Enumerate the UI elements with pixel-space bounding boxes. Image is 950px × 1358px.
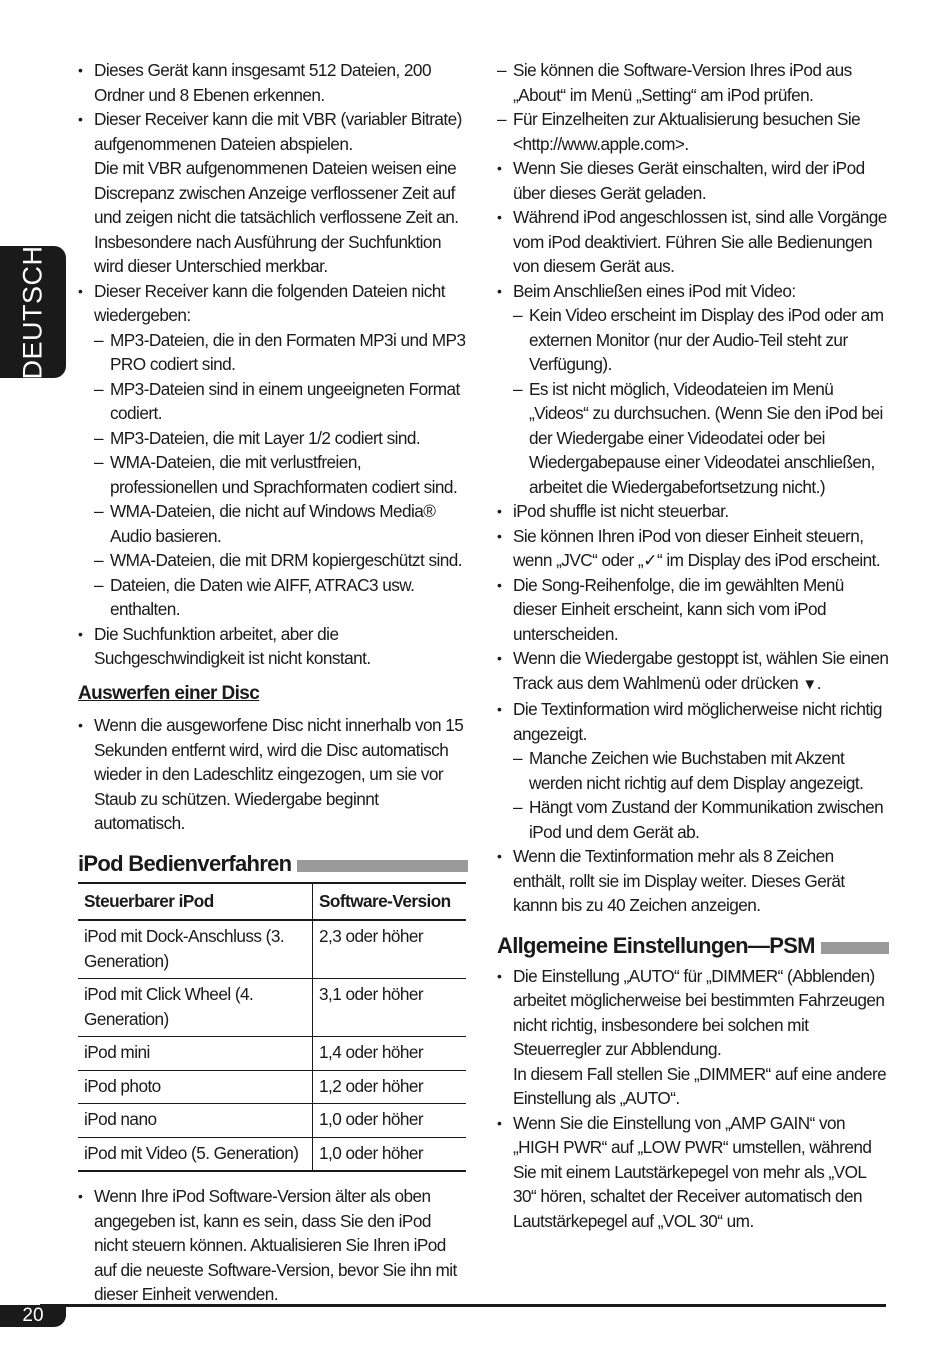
down-triangle-icon: ▼ — [802, 675, 817, 693]
list-item: – WMA-Dateien, die mit DRM kopiergeschützt sind. — [94, 548, 468, 573]
table-row — [78, 1104, 466, 1138]
table-cell: 1,0 oder höher — [313, 1137, 467, 1171]
list-item: – WMA-Dateien, die nicht auf Windows Media® Audio basieren. — [94, 499, 468, 548]
list-item: – Für Einzelheiten zur Aktualisierung besuchen Sie <http://www.apple.com>. — [497, 107, 889, 156]
list-item: • Beim Anschließen eines iPod mit Video: – Kein Video erscheint im Display des iPod oder am externen Monitor (nur der Audio-Teil steht zur Verfügung). – Es ist nicht möglich, Videodateien im Menü „Videos“ zu durchsuchen. (Wenn Sie den iPod bei der Wiedergabe einer Videodatei oder bei Wiedergabepause einer Videodatei anschließen, arbeitet die Wiedergabefortsetzung nicht.) — [497, 279, 889, 500]
table-header: Software-Version — [313, 883, 467, 921]
eject-heading: Auswerfen einer Disc — [78, 682, 260, 704]
video-dash-list — [513, 303, 889, 499]
table-cell: 1,0 oder höher — [313, 1104, 467, 1138]
page-number: 20 — [0, 1305, 66, 1327]
list-item: • Die Textinformation wird möglicherweise nicht richtig angezeigt. – Manche Zeichen wie Buchstaben mit Akzent werden nicht richtig auf dem Display angezeigt. – Hängt vom Zustand der Kommunikation zwischen iPod und dem Gerät ab. — [497, 697, 889, 844]
list-item: • iPod shuffle ist nicht steuerbar. — [497, 499, 889, 524]
table-cell: iPod mit Click Wheel (4. Generation) — [78, 979, 313, 1037]
table-cell: iPod nano — [78, 1104, 313, 1138]
table-row — [78, 1070, 466, 1104]
ipod-section-heading — [78, 850, 468, 878]
table-row — [78, 1137, 466, 1171]
list-item: • Dieser Receiver kann die folgenden Dateien nicht wiedergeben: – MP3-Dateien, die in den Formaten MP3i und MP3 PRO codiert sind. – MP3-Dateien sind in einem ungeeigneten Format codiert. – MP3-Dateien, die mit Layer 1/2 codiert sind. – WMA-Dateien, die mit verlustfreien, professionellen und Sprachformaten codiert sind. – WMA-Dateien, die nicht auf Windows Media® Audio basieren. – WMA-Dateien, die mit DRM kopiergeschützt sind. – Dateien, die Daten wie AIFF, ATRAC3 usw. enthalten. — [78, 279, 468, 622]
footer-rule — [40, 1304, 886, 1307]
ipod-notes-list — [497, 156, 889, 918]
right-column — [497, 58, 889, 1233]
list-item: – Es ist nicht möglich, Videodateien im Menü „Videos“ zu durchsuchen. (Wenn Sie den iPod bei der Wiedergabe einer Videodatei oder bei Wiedergabepause einer Videodatei anschließen, arbeitet die Wiedergabefortsetzung nicht.) — [513, 377, 889, 500]
list-item: • Die Einstellung „AUTO“ für „DIMMER“ (Abblenden) arbeitet möglicherweise bei bestimmten Fahrzeugen nicht richtig, insbesondere bei solchen mit Steuerregler zur Abblendung. In diesem Fall stellen Sie „DIMMER“ auf eine andere Einstellung als „AUTO“. — [497, 964, 889, 1111]
language-tab — [0, 246, 66, 378]
list-item: • Sie können Ihren iPod von dieser Einheit steuern, wenn „JVC“ oder „✓“ im Display des iPod erscheint. — [497, 524, 889, 573]
left-column — [78, 58, 468, 1307]
table-cell: 3,1 oder höher — [313, 979, 467, 1037]
file-notes-list — [78, 58, 468, 671]
list-item: • Wenn Ihre iPod Software-Version älter als oben angegeben ist, kann es sein, dass Sie den iPod nicht steuern können. Aktualisieren Sie Ihren iPod auf die neueste Software-Version, bevor Sie ihn mit dieser Einheit verwenden. — [78, 1184, 468, 1307]
table-cell: 1,2 oder höher — [313, 1070, 467, 1104]
list-item: • Wenn die Textinformation mehr als 8 Zeichen enthält, rollt sie im Display weiter. Dieses Gerät kannn bis zu 40 Zeichen anzeigen. — [497, 844, 889, 918]
unsupported-files-list — [94, 328, 468, 622]
list-item: – Dateien, die Daten wie AIFF, ATRAC3 usw. enthalten. — [94, 573, 468, 622]
heading-bar — [821, 942, 889, 954]
ipod-version-table — [78, 882, 466, 1173]
table-cell: 1,4 oder höher — [313, 1037, 467, 1071]
psm-section-heading — [497, 932, 889, 960]
list-item: – MP3-Dateien, die in den Formaten MP3i und MP3 PRO codiert sind. — [94, 328, 468, 377]
vbr-note: Die mit VBR aufgenommenen Dateien weisen eine Discrepanz zwischen Anzeige verflossener Zeit auf und zeigen nicht die tatsächlich verflossene Zeit an. Insbesondere nach Ausführung der Suchfunktion wird dieser Unterschied merkbar. — [94, 158, 459, 276]
language-tab-label: DEUTSCH — [17, 244, 48, 380]
heading-bar — [297, 860, 468, 872]
software-dash-list — [497, 58, 889, 156]
list-item: – MP3-Dateien sind in einem ungeeigneten Format codiert. — [94, 377, 468, 426]
psm-heading-text: Allgemeine Einstellungen—PSM — [497, 932, 815, 958]
psm-list — [497, 964, 889, 1234]
text-dash-list — [513, 746, 889, 844]
list-item: • Die Song-Reihenfolge, die im gewählten Menü dieser Einheit erscheint, kann sich vom iPod unterscheiden. — [497, 573, 889, 647]
table-cell: iPod mini — [78, 1037, 313, 1071]
ipod-heading-text: iPod Bedienverfahren — [78, 850, 292, 876]
list-item: – Manche Zeichen wie Buchstaben mit Akzent werden nicht richtig auf dem Display angezeigt. — [513, 746, 889, 795]
list-item: • Während iPod angeschlossen ist, sind alle Vorgänge vom iPod deaktiviert. Führen Sie alle Bedienungen von diesem Gerät aus. — [497, 205, 889, 279]
checkmark-icon: ✓ — [643, 550, 657, 570]
list-item: – MP3-Dateien, die mit Layer 1/2 codiert sind. — [94, 426, 468, 451]
table-row — [78, 920, 466, 979]
list-item: • Wenn die ausgeworfene Disc nicht innerhalb von 15 Sekunden entfernt wird, wird die Disc automatisch wieder in den Ladeschlitz eingezogen, um sie vor Staub zu schützen. Wiedergabe beginnt automatisch. — [78, 713, 468, 836]
table-cell: iPod mit Video (5. Generation) — [78, 1137, 313, 1171]
list-item: – Kein Video erscheint im Display des iPod oder am externen Monitor (nur der Audio-Teil steht zur Verfügung). — [513, 303, 889, 377]
table-header: Steuerbarer iPod — [78, 883, 313, 921]
eject-list — [78, 713, 468, 836]
after-table-list — [78, 1184, 468, 1307]
table-header-row — [78, 883, 466, 921]
table-row — [78, 1037, 466, 1071]
dimmer-note: In diesem Fall stellen Sie „DIMMER“ auf eine andere Einstellung als „AUTO“. — [513, 1063, 887, 1108]
list-item: – WMA-Dateien, die mit verlustfreien, professionellen und Sprachformaten codiert sind. — [94, 450, 468, 499]
list-item: – Hängt vom Zustand der Kommunikation zwischen iPod und dem Gerät ab. — [513, 795, 889, 844]
list-item: • Die Suchfunktion arbeitet, aber die Suchgeschwindigkeit ist nicht konstant. — [78, 622, 468, 671]
table-cell: iPod photo — [78, 1070, 313, 1104]
list-item: • Wenn die Wiedergabe gestoppt ist, wählen Sie einen Track aus dem Wahlmenü oder drücken ▼. — [497, 646, 889, 697]
table-cell: iPod mit Dock-Anschluss (3. Generation) — [78, 920, 313, 979]
table-row — [78, 979, 466, 1037]
list-item: – Sie können die Software-Version Ihres iPod aus „About“ im Menü „Setting“ am iPod prüfen. — [497, 58, 889, 107]
list-item: • Dieser Receiver kann die mit VBR (variabler Bitrate) aufgenommenen Dateien abspielen. Die mit VBR aufgenommenen Dateien weisen eine Discrepanz zwischen Anzeige verflossener Zeit auf und zeigen nicht die tatsächlich verflossene Zeit an. Insbesondere nach Ausführung der Suchfunktion wird dieser Unterschied merkbar. — [78, 107, 468, 279]
list-item: • Wenn Sie die Einstellung von „AMP GAIN“ von „HIGH PWR“ auf „LOW PWR“ umstellen, während Sie mit einem Lautstärkepegel von mehr als „VOL 30“ hören, schaltet der Receiver automatisch den Lautstärkepegel auf „VOL 30“ um. — [497, 1111, 889, 1234]
list-item: • Wenn Sie dieses Gerät einschalten, wird der iPod über dieses Gerät geladen. — [497, 156, 889, 205]
table-cell: 2,3 oder höher — [313, 920, 467, 979]
list-item: • Dieses Gerät kann insgesamt 512 Dateien, 200 Ordner und 8 Ebenen erkennen. — [78, 58, 468, 107]
